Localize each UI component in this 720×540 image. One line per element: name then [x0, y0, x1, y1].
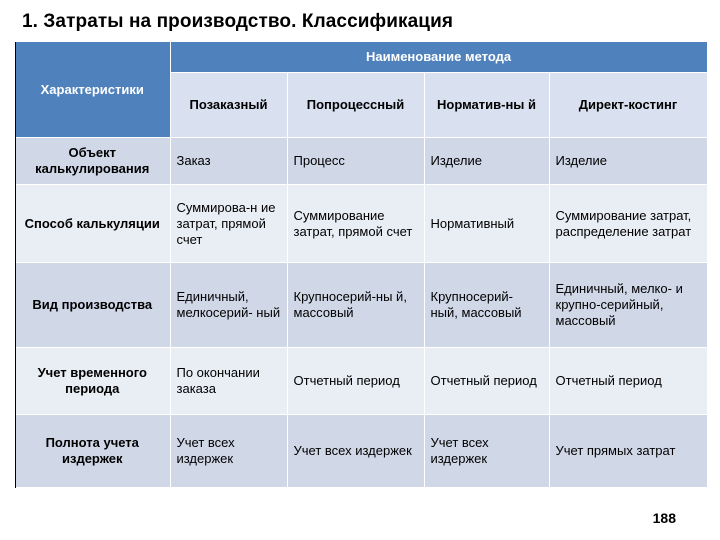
header-method-direct-costing: Директ-костинг	[549, 73, 707, 138]
header-characteristics: Характеристики	[15, 42, 170, 138]
table-cell: Учет всех издержек	[287, 415, 424, 488]
table-cell: По окончании заказа	[170, 348, 287, 415]
table-cell: Единичный, мелко- и крупно-серийный, массовый	[549, 263, 707, 348]
table-cell: Учет прямых затрат	[549, 415, 707, 488]
page-number: 188	[652, 510, 676, 526]
table-cell: Отчетный период	[549, 348, 707, 415]
table-row	[15, 185, 707, 263]
table-cell: Учет всех издержек	[170, 415, 287, 488]
table-cell: Суммирова-н ие затрат, прямой счет	[170, 185, 287, 263]
table-row	[15, 415, 707, 488]
table-cell: Отчетный период	[424, 348, 549, 415]
table-cell: Суммирование затрат, распределение затрат	[549, 185, 707, 263]
table-cell: Изделие	[549, 138, 707, 185]
row-label: Учет временного периода	[15, 348, 170, 415]
row-label: Вид производства	[15, 263, 170, 348]
table-cell: Изделие	[424, 138, 549, 185]
row-label: Полнота учета издержек	[15, 415, 170, 488]
classification-table	[15, 42, 708, 488]
table-left-border	[15, 42, 16, 488]
row-label: Объект калькулирования	[15, 138, 170, 185]
row-label: Способ калькуляции	[15, 185, 170, 263]
header-method-group: Наименование метода	[170, 42, 707, 73]
page-title: 1. Затраты на производство. Классификация	[22, 11, 454, 32]
table-cell: Заказ	[170, 138, 287, 185]
header-method-order: Позаказный	[170, 73, 287, 138]
table-cell: Нормативный	[424, 185, 549, 263]
table-cell: Единичный, мелкосерий- ный	[170, 263, 287, 348]
table-row	[15, 348, 707, 415]
header-method-process: Попроцессный	[287, 73, 424, 138]
table-cell: Суммирование затрат, прямой счет	[287, 185, 424, 263]
table-cell: Крупносерий-ны й, массовый	[287, 263, 424, 348]
header-method-normative: Норматив-ны й	[424, 73, 549, 138]
table-cell: Отчетный период	[287, 348, 424, 415]
table-row	[15, 263, 707, 348]
table-cell: Учет всех издержек	[424, 415, 549, 488]
table-cell: Процесс	[287, 138, 424, 185]
table-cell: Крупносерий- ный, массовый	[424, 263, 549, 348]
table-row	[15, 138, 707, 185]
